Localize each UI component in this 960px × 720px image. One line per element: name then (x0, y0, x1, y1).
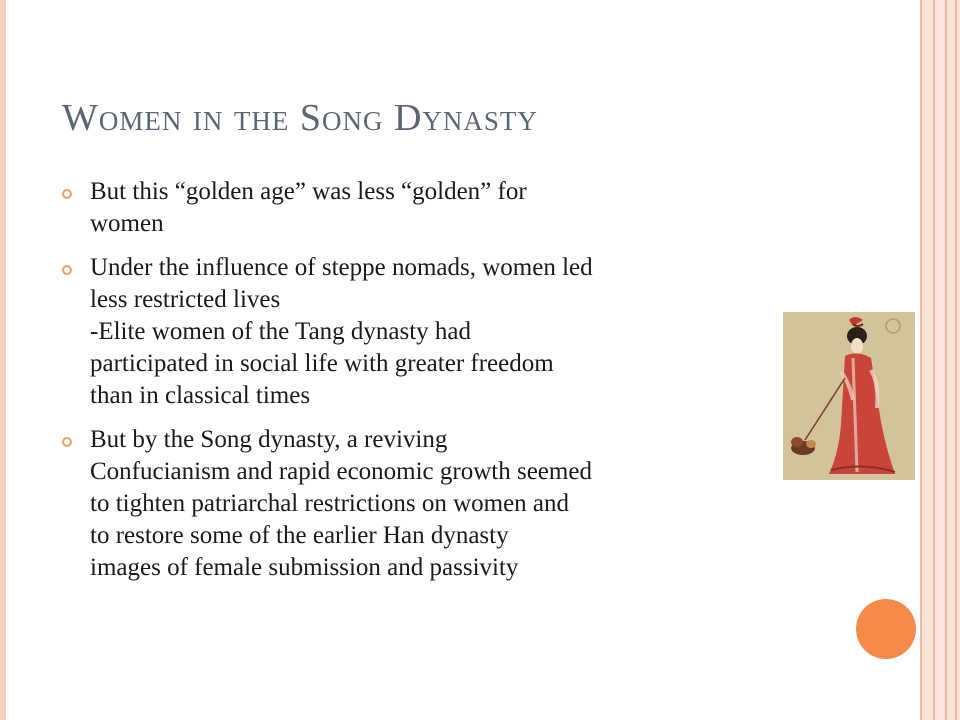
text-line: images of female submission and passivity (90, 554, 519, 581)
frame-line (920, 0, 922, 720)
text-line: Confucianism and rapid economic growth seemed (90, 458, 592, 485)
ring-bullet-icon (62, 265, 72, 275)
text-line: to restore some of the earlier Han dynasty (90, 522, 509, 549)
text-line: participated in social life with greater freedom (90, 350, 554, 377)
frame-line (933, 0, 935, 720)
bullet-item (62, 252, 842, 412)
tang-lady-painting-image (783, 312, 915, 480)
text-line: Under the influence of steppe nomads, women led (90, 254, 593, 281)
ring-bullet-icon (62, 189, 72, 199)
text-line: less restricted lives (90, 286, 281, 313)
bullet-list (62, 176, 842, 596)
text-line: to tighten patriarchal restrictions on women and (90, 490, 570, 517)
ring-bullet-icon (62, 437, 72, 447)
painting-illustration (783, 312, 915, 480)
bullet-item (62, 176, 842, 240)
accent-circle (856, 599, 916, 659)
bullet-text (90, 176, 842, 240)
bullet-item (62, 424, 842, 584)
bullet-text (90, 252, 842, 412)
bullet-text (90, 424, 842, 584)
text-line: -Elite women of the Tang dynasty had (90, 318, 472, 345)
frame-right-band (920, 0, 960, 720)
frame-line (945, 0, 947, 720)
text-line: But this “golden age” was less “golden” for (90, 178, 527, 205)
slide-title: Women in the Song Dynasty (62, 97, 538, 139)
frame-left-border (0, 0, 6, 720)
frame-line (955, 0, 957, 720)
text-line: But by the Song dynasty, a reviving (90, 426, 448, 453)
text-line: women (90, 210, 164, 237)
text-line: than in classical times (90, 382, 311, 409)
